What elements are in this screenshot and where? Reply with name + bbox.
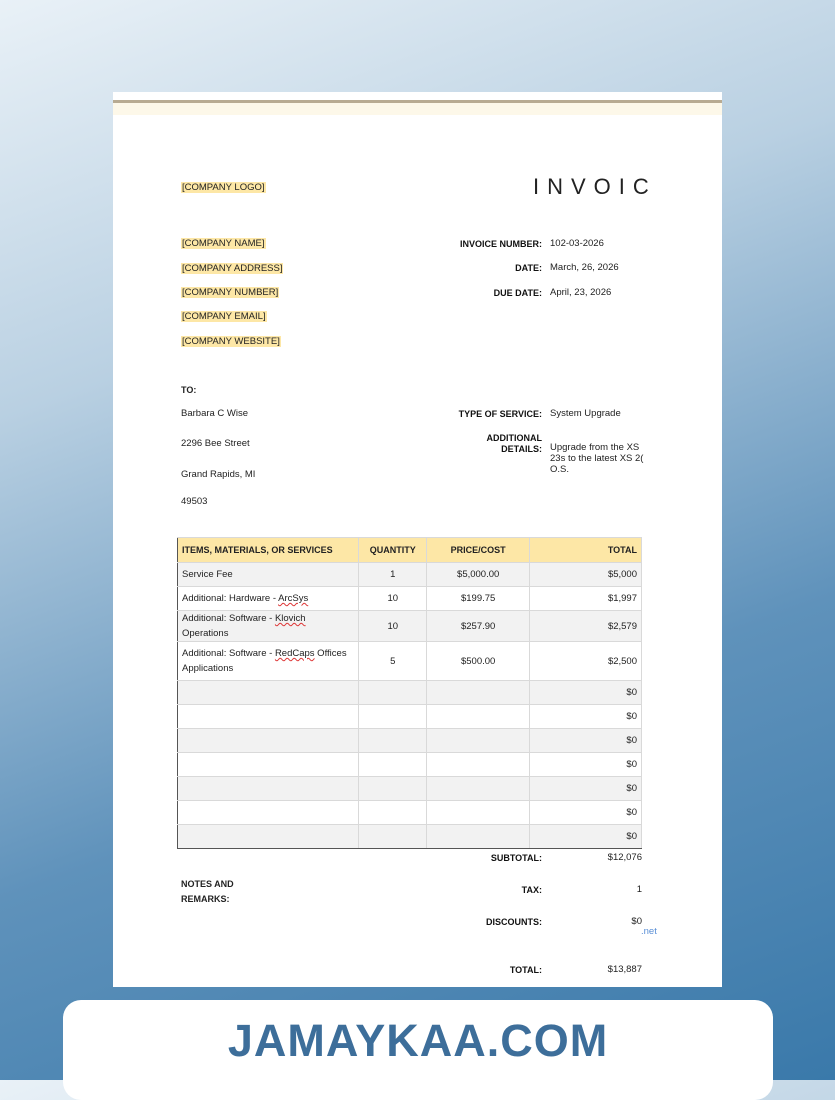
type-of-service-value: System Upgrade bbox=[550, 408, 621, 419]
row-item-text: Additional: Software - bbox=[182, 648, 275, 659]
row-item-text: Additional: Hardware - bbox=[182, 593, 279, 604]
row-price bbox=[427, 705, 530, 729]
client-zip: 49503 bbox=[181, 496, 208, 507]
row-total: $0 bbox=[530, 705, 642, 729]
additional-details-label bbox=[422, 433, 542, 455]
row-price: $199.75 bbox=[427, 587, 530, 611]
row-price bbox=[427, 729, 530, 753]
row-quantity bbox=[359, 825, 427, 849]
table-row bbox=[178, 753, 642, 777]
items-table-header bbox=[178, 538, 642, 563]
row-item bbox=[178, 801, 359, 825]
discounts-label: DISCOUNTS: bbox=[486, 917, 542, 927]
header-quantity: QUANTITY bbox=[359, 538, 427, 563]
table-row bbox=[178, 611, 642, 642]
row-item-suffix: Operations bbox=[182, 628, 229, 639]
total-label: TOTAL: bbox=[509, 965, 542, 975]
row-item bbox=[178, 681, 359, 705]
row-item bbox=[178, 777, 359, 801]
footer-banner bbox=[63, 1000, 773, 1100]
row-total: $5,000 bbox=[530, 563, 642, 587]
additional-details-label-line1: ADDITIONAL bbox=[486, 433, 542, 443]
invoice-number-value: 102-03-2026 bbox=[550, 238, 604, 249]
table-row bbox=[178, 587, 642, 611]
row-price bbox=[427, 801, 530, 825]
notes-label-line1: NOTES AND bbox=[181, 879, 234, 889]
row-price bbox=[427, 681, 530, 705]
row-price bbox=[427, 825, 530, 849]
company-website-placeholder: [COMPANY WEBSITE] bbox=[182, 336, 280, 347]
header-items: ITEMS, MATERIALS, OR SERVICES bbox=[178, 538, 359, 563]
row-total: $1,997 bbox=[530, 587, 642, 611]
table-row bbox=[178, 705, 642, 729]
discounts-value: $0 bbox=[631, 916, 642, 927]
company-number-placeholder: [COMPANY NUMBER] bbox=[182, 287, 279, 298]
row-quantity: 5 bbox=[359, 642, 427, 681]
row-total: $2,579 bbox=[530, 611, 642, 642]
row-quantity: 10 bbox=[359, 587, 427, 611]
company-logo-placeholder: [COMPANY LOGO] bbox=[182, 182, 265, 193]
row-price: $257.90 bbox=[427, 611, 530, 642]
row-price bbox=[427, 753, 530, 777]
row-quantity: 10 bbox=[359, 611, 427, 642]
client-city: Grand Rapids, MI bbox=[181, 469, 256, 480]
row-total: $0 bbox=[530, 729, 642, 753]
row-item-brand: ArcSys bbox=[278, 593, 309, 604]
row-item-text: Additional: Software - bbox=[182, 613, 275, 624]
additional-details-label-line2: DETAILS: bbox=[501, 444, 542, 454]
row-item bbox=[178, 705, 359, 729]
items-table bbox=[177, 537, 642, 849]
row-total: $0 bbox=[530, 777, 642, 801]
row-quantity bbox=[359, 777, 427, 801]
row-total: $2,500 bbox=[530, 642, 642, 681]
subtotal-value: $12,076 bbox=[607, 852, 642, 863]
row-quantity bbox=[359, 681, 427, 705]
table-row bbox=[178, 563, 642, 587]
to-label: TO: bbox=[181, 385, 197, 395]
notes-label bbox=[181, 877, 234, 907]
invoice-page bbox=[113, 92, 722, 987]
row-price: $5,000.00 bbox=[427, 563, 530, 587]
additional-details-value: Upgrade from the XS 23s to the latest XS 2( O.S. bbox=[550, 442, 644, 475]
row-quantity bbox=[359, 753, 427, 777]
row-quantity bbox=[359, 801, 427, 825]
row-price bbox=[427, 777, 530, 801]
invoice-title: INVOIC bbox=[533, 174, 657, 199]
total-value: $13,887 bbox=[607, 964, 642, 975]
row-item bbox=[178, 825, 359, 849]
row-total: $0 bbox=[530, 801, 642, 825]
due-date-value: April, 23, 2026 bbox=[550, 287, 612, 298]
client-name: Barbara C Wise bbox=[181, 408, 249, 419]
row-item-suffix: Offices Applications bbox=[182, 648, 347, 674]
type-of-service-label: TYPE OF SERVICE: bbox=[458, 409, 542, 419]
row-total: $0 bbox=[530, 825, 642, 849]
row-item bbox=[178, 611, 359, 642]
row-quantity bbox=[359, 729, 427, 753]
company-name-placeholder: [COMPANY NAME] bbox=[182, 238, 265, 249]
row-price: $500.00 bbox=[427, 642, 530, 681]
table-row bbox=[178, 729, 642, 753]
header-total: TOTAL bbox=[530, 538, 642, 563]
company-address-placeholder: [COMPANY ADDRESS] bbox=[182, 263, 283, 274]
date-value: March, 26, 2026 bbox=[550, 262, 619, 273]
tax-label: TAX: bbox=[521, 885, 542, 895]
due-date-label: DUE DATE: bbox=[493, 288, 542, 298]
invoice-number-label: INVOICE NUMBER: bbox=[459, 239, 542, 249]
row-item bbox=[178, 753, 359, 777]
table-row bbox=[178, 681, 642, 705]
tax-value: 1 bbox=[636, 884, 642, 895]
table-row bbox=[178, 642, 642, 681]
table-row bbox=[178, 825, 642, 849]
notes-label-line2: REMARKS: bbox=[181, 894, 230, 904]
row-quantity bbox=[359, 705, 427, 729]
row-item bbox=[178, 729, 359, 753]
site-brand: JAMAYKAA.COM bbox=[227, 1015, 609, 1066]
row-item: Service Fee bbox=[178, 563, 359, 587]
row-item-brand: RedCaps bbox=[274, 648, 315, 659]
row-item bbox=[178, 642, 359, 681]
company-email-placeholder: [COMPANY EMAIL] bbox=[182, 311, 266, 322]
table-row bbox=[178, 801, 642, 825]
header-price: PRICE/COST bbox=[427, 538, 530, 563]
date-label: DATE: bbox=[515, 263, 542, 273]
row-item bbox=[178, 587, 359, 611]
row-total: $0 bbox=[530, 681, 642, 705]
table-row bbox=[178, 777, 642, 801]
row-item-brand: Klovich bbox=[274, 613, 306, 624]
client-street: 2296 Bee Street bbox=[181, 438, 250, 449]
row-total: $0 bbox=[530, 753, 642, 777]
row-quantity: 1 bbox=[359, 563, 427, 587]
watermark-text: .net bbox=[641, 926, 657, 937]
subtotal-label: SUBTOTAL: bbox=[490, 853, 542, 863]
